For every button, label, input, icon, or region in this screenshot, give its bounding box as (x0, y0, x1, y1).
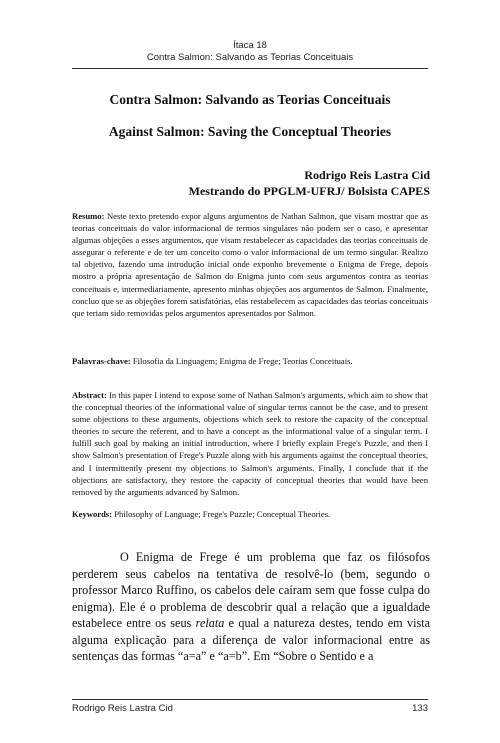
page-number: 133 (412, 703, 428, 714)
resumo-paragraph (72, 210, 428, 319)
keywords-text: Philosophy of Language; Frege's Puzzle; Conceptual Theories. (112, 509, 331, 519)
body-paragraph (72, 549, 430, 665)
keywords-line (72, 508, 428, 520)
journal-name: Ítaca 18 (233, 40, 267, 51)
body-text-part1: O Enigma de Frege é um problema que faz os filósofos perderem seus cabelos na tentativa de resolvê-lo (bem, segundo o professor Marco Ruffino, os cabelos dele caíram sem que fosse culpa do enigma). Ele é o problema de descobrir qual a relação que a igualdade estabelece entre os seus (72, 550, 430, 630)
header-divider (72, 68, 428, 69)
abstract-paragraph (72, 389, 428, 498)
body-italic-relata: relata (195, 616, 225, 630)
author-affiliation: Mestrando do PPGLM-UFRJ/ Bolsista CAPES (188, 184, 430, 198)
footer-author: Rodrigo Reis Lastra Cid (72, 703, 173, 714)
author-name: Rodrigo Reis Lastra Cid (304, 168, 430, 182)
abstract-text: In this paper I intend to expose some of Nathan Salmon's arguments, which aim to show that the conceptual theories of the informational value of singular terms cannot be the case, and to present some objections to these arguments, objections which seek to restore the capacity of the conceptual theories to secure the referent, and to have a concept as the informational value of a singular term. I fulfill such goal by making an initial introduction, where I briefly explain Frege's Puzzle, and then I show Salmon's presentation of Frege's Puzzle along with his arguments against the conceptual theories, and I intermittently present my objections to Salmon's arguments. Finally, I conclude that if the objections are satisfactory, they restore the capacity of conceptual theories that would have been removed by the arguments advanced by Salmon. (72, 390, 428, 497)
footer-divider (72, 699, 428, 700)
keywords-label: Keywords: (72, 509, 113, 519)
palavras-chave-line (72, 355, 428, 367)
abstract-label: Abstract: (72, 390, 107, 400)
running-title: Contra Salmon: Salvando as Teorias Conceituais (146, 52, 354, 63)
body-text-part2: e qual a natureza destes, tendo em vista alguma explicação para a diferença de valor informacional entre as sentenças das formas “a=a” e “a=b”. Em “Sobre o Sentido e a (72, 616, 431, 663)
palavras-chave-label: Palavras-chave: (72, 356, 131, 366)
running-footer (72, 703, 428, 714)
title-english: Against Salmon: Saving the Conceptual Theories (108, 124, 392, 139)
resumo-text: Neste texto pretendo expor alguns argumentos de Nathan Salmon, que visam mostrar que as teorias conceituais do valor informacional de termos singulares não podem ser o caso, e apresentar algumas objeções a esses argumentos, que visam restabelecer as capacidades das teorias conceituais de assegurar o referente e de ter um conceito como o valor informacional de um termo singular. Realizo tal objetivo, fazendo uma introdução inicial onde exponho brevemente o Enigma de Frege, depois mostro a própria apresentação de Salmon do Enigma junto com seus argumentos contra as teorias conceituais e, intermediariamente, apresento minhas objeções aos argumentos de Salmon. Finalmente, concluo que se as objeções forem satisfatórias, elas restabelecem as capacidades das teorias conceituais que teriam sido removidas pelos argumentos apresentados por Salmon. (72, 211, 428, 318)
running-header (0, 40, 500, 64)
resumo-label: Resumo: (72, 211, 105, 221)
palavras-chave-text: Filosofia da Linguagem; Enigma de Frege; Teorias Conceituais. (130, 356, 353, 366)
title-portuguese: Contra Salmon: Salvando as Teorias Conceituais (109, 92, 391, 107)
